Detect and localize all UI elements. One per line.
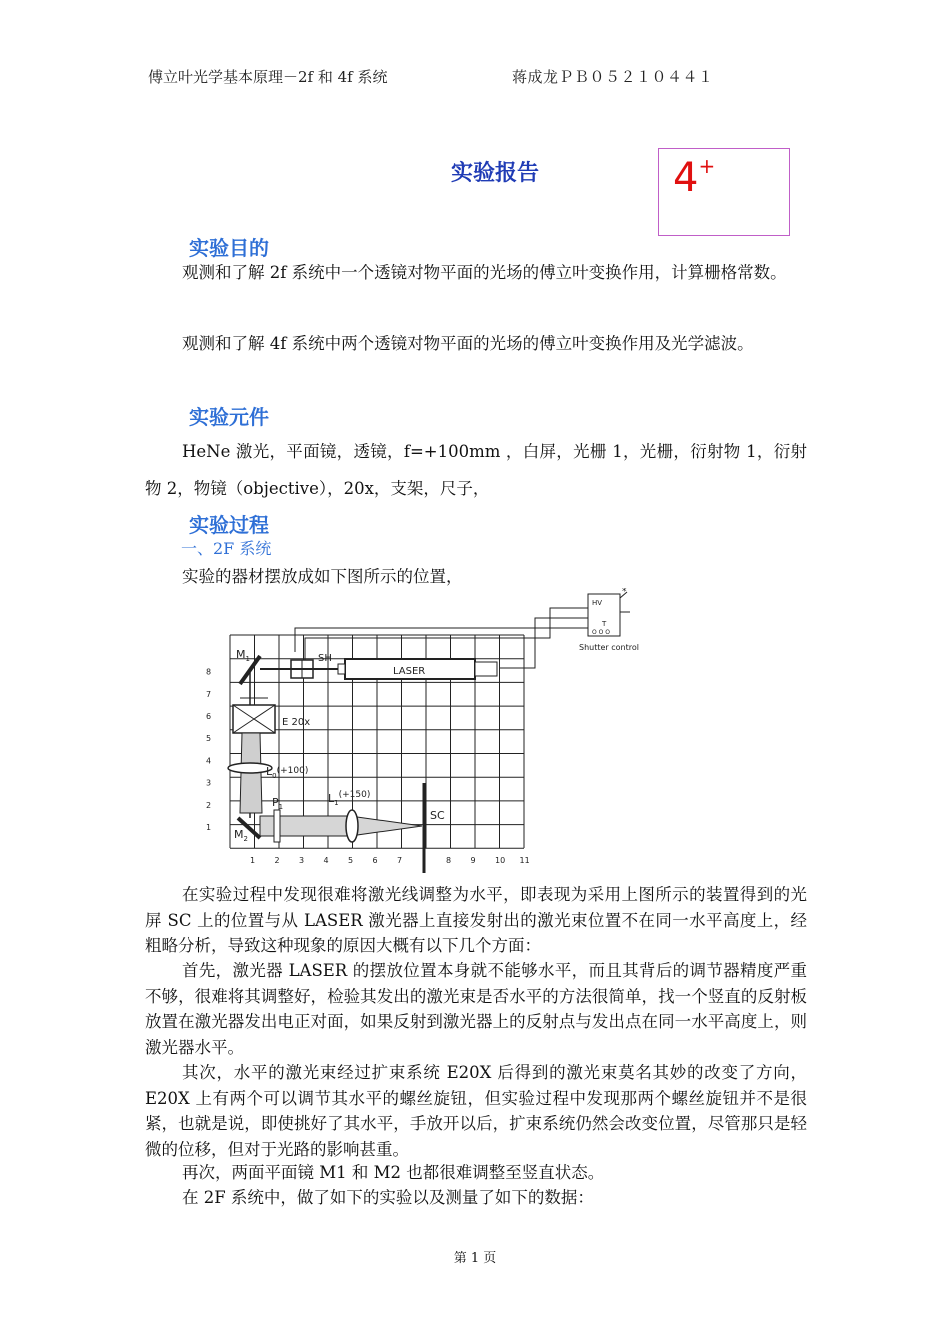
x-tick-label: 6 bbox=[372, 856, 378, 865]
x-tick-label: 1 bbox=[250, 856, 256, 865]
x-tick-label: 9 bbox=[470, 856, 476, 865]
process-paragraph-2: 首先，激光器 LASER 的摆放位置本身就不能够水平，而且其背后的调节器精度严重不够，很难将其调整好，检验其发出的激光束是否水平的方法很简单，找一个竖直的反射板放置在激光器发出电正对面，如果反射到激光器上的反射点与发出点在同一水平高度上，则激光器水平。 bbox=[145, 961, 807, 1057]
lens-l1 bbox=[346, 810, 358, 842]
process-paragraph-3: 其次，水平的激光束经过扩束系统 E20X 后得到的激光束莫名其妙的改变了方向，E20X 上有两个可以调节其水平的螺丝旋钮，但实验过程中发现那两个螺丝旋钮并不是很紧，也就是说，即使挑好了其水平，手放开以后，扩束系统仍然会改变位置，尽管那只是轻微的位移，但对于光路的影响甚重。 bbox=[145, 1063, 807, 1159]
label-hv: HV bbox=[592, 599, 603, 607]
label-l0: $L_0^{(+100)}$ bbox=[266, 765, 309, 780]
heading-process: 实验过程 bbox=[189, 513, 269, 537]
grade-box bbox=[658, 148, 790, 236]
header-left: 傅立叶光学基本原理－2f 和 4f 系统 bbox=[148, 68, 388, 86]
label-l1: $L_1^{(+150)}$ bbox=[328, 790, 371, 807]
grade-value: 4 bbox=[673, 155, 699, 201]
process-intro: 实验的器材摆放成如下图所示的位置， bbox=[182, 567, 463, 586]
label-star: * bbox=[622, 588, 627, 597]
components-paragraph: HeNe 激光，平面镜，透镜，f=+100mm ，白屏，光栅 1，光栅，衍射物 1，衍射物 2，物镜（objective），20x，支架，尺子， bbox=[145, 442, 807, 498]
setup-diagram bbox=[200, 588, 660, 873]
y-tick-label: 6 bbox=[206, 712, 212, 721]
y-tick-label: 3 bbox=[206, 778, 212, 788]
x-tick-label: 11 bbox=[519, 856, 530, 865]
label-t: T bbox=[602, 620, 607, 628]
label-sc: SC bbox=[430, 809, 445, 822]
label-m2: $M_2$ bbox=[234, 828, 248, 843]
header-right: 蒋成龙ＰＢ０５２１０４４１ bbox=[512, 68, 714, 86]
process-paragraph-5: 在 2F 系统中，做了如下的实验以及测量了如下的数据： bbox=[182, 1188, 594, 1207]
x-tick-label: 3 bbox=[299, 856, 305, 865]
grade-mark bbox=[673, 155, 715, 201]
grade-sup: + bbox=[698, 153, 716, 178]
y-tick-label: 4 bbox=[206, 756, 212, 766]
label-laser: LASER bbox=[393, 666, 426, 677]
subheading-2f: 一、2F 系统 bbox=[181, 539, 272, 558]
label-p1: $P_1$ bbox=[272, 796, 284, 811]
label-ooo: O O O bbox=[592, 629, 610, 636]
label-e20x: E 20x bbox=[282, 717, 311, 728]
page-footer: 第 1 页 bbox=[453, 1251, 497, 1266]
label-m1: $M_1$ bbox=[236, 648, 250, 663]
x-tick-label: 2 bbox=[274, 856, 280, 865]
y-tick-label: 2 bbox=[206, 800, 212, 810]
x-tick-label: 5 bbox=[348, 856, 354, 865]
page-title: 实验报告 bbox=[451, 161, 540, 186]
y-tick-label: 5 bbox=[206, 734, 212, 744]
x-tick-label: 10 bbox=[495, 856, 506, 865]
label-shutter-control: Shutter control bbox=[579, 643, 639, 652]
y-tick-label: 7 bbox=[206, 689, 212, 699]
heading-purpose: 实验目的 bbox=[189, 236, 269, 260]
purpose-paragraph-1: 观测和了解 2f 系统中一个透镜对物平面的光场的傅立叶变换作用，计算栅格常数。 bbox=[182, 263, 787, 282]
purpose-paragraph-2: 观测和了解 4f 系统中两个透镜对物平面的光场的傅立叶变换作用及光学滤波。 bbox=[182, 334, 754, 353]
process-paragraph-1: 在实验过程中发现很难将激光线调整为水平，即表现为采用上图所示的装置得到的光屏 SC 上的位置与从 LASER 激光器上直接发射出的激光束位置不在同一水平高度上，经粗略分析，导致这种现象的原因大概有以下几个方面： bbox=[145, 885, 807, 955]
label-sh: SH bbox=[318, 653, 332, 664]
x-tick-label: 7 bbox=[397, 856, 403, 865]
y-tick-label: 8 bbox=[206, 667, 212, 677]
x-tick-label: 8 bbox=[446, 856, 452, 865]
heading-components: 实验元件 bbox=[189, 405, 269, 429]
process-paragraph-4: 再次，两面平面镜 M1 和 M2 也都很难调整至竖直状态。 bbox=[182, 1163, 605, 1182]
object-p1 bbox=[274, 810, 280, 842]
y-tick-label: 1 bbox=[206, 823, 212, 832]
x-tick-label: 4 bbox=[323, 856, 329, 865]
beam-to-screen bbox=[260, 816, 422, 836]
